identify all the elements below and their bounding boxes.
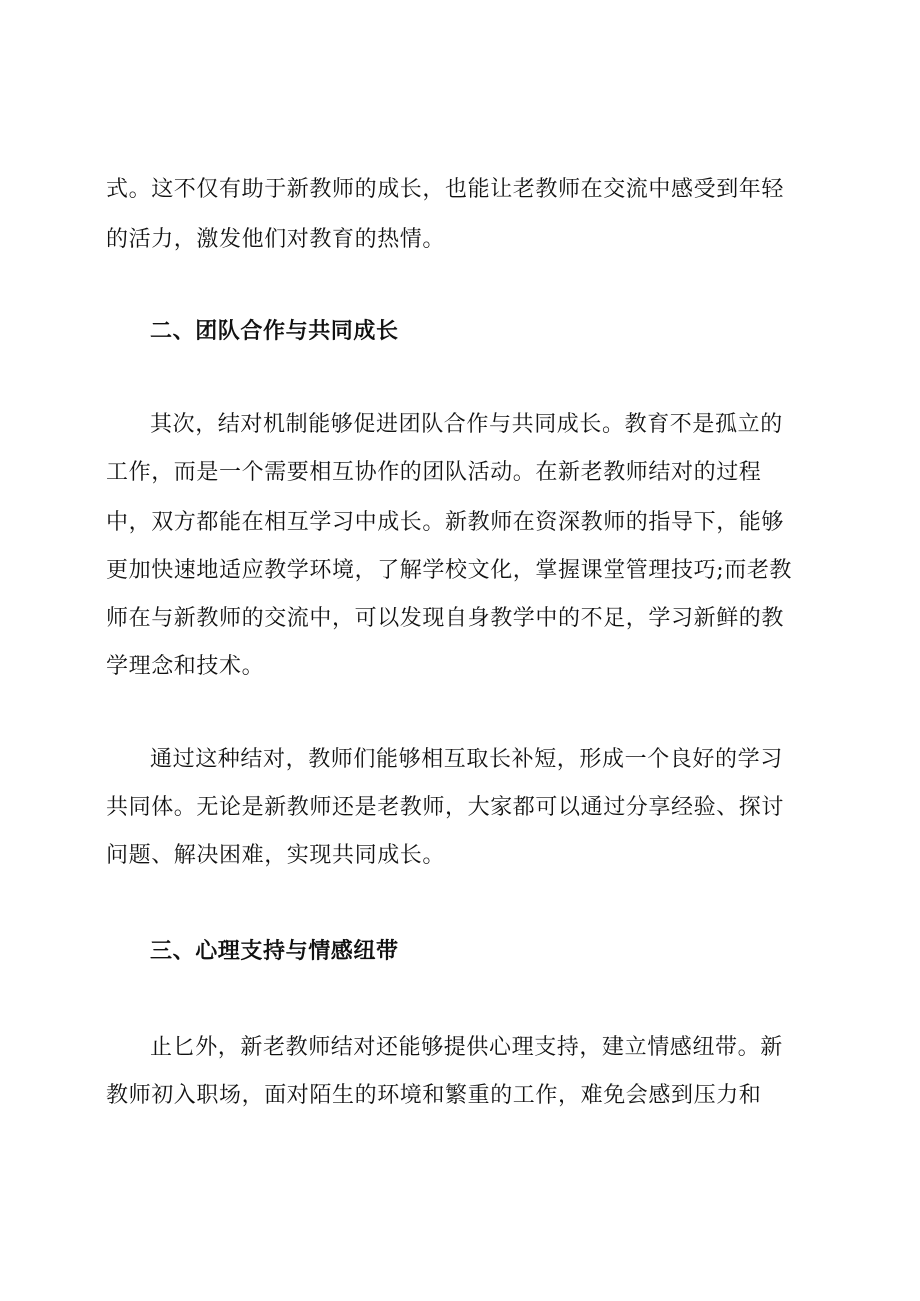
paragraph-line: 更加快速地适应教学环境，了解学校文化，掌握课堂管理技巧;而老教 [106,558,793,583]
paragraph-line: 教师初入职场，面对陌生的环境和繁重的工作，难免会感到压力和 [106,1083,762,1108]
section-heading-2: 二、团队合作与共同成长 [150,319,399,344]
paragraph-line: 中，双方都能在相互学习中成长。新教师在资深教师的指导下，能够 [106,510,785,535]
paragraph-line: 止匕外，新老教师结对还能够提供心理支持，建立情感纽带。新 [150,1035,783,1060]
paragraph-line: 问题、解决困难，实现共同成长。 [106,843,446,868]
paragraph-line: 师在与新教师的交流中，可以发现自身教学中的不足，学习新鲜的教 [106,606,785,631]
paragraph-line: 的活力，激发他们对教育的热情。 [106,227,446,252]
paragraph-line: 式。这不仅有助于新教师的成长，也能让老教师在交流中感受到年轻 [106,177,785,202]
paragraph-line: 其次，结对机制能够促进团队合作与共同成长。教育不是孤立的 [150,412,783,437]
paragraph-line: 工作，而是一个需要相互协作的团队活动。在新老教师结对的过程 [106,460,762,485]
paragraph-line: 共同体。无论是新教师还是老教师，大家都可以通过分享经验、探讨 [106,795,785,820]
paragraph-line: 通过这种结对，教师们能够相互取长补短，形成一个良好的学习 [150,747,783,772]
section-heading-3: 三、心理支持与情感纽带 [150,939,399,964]
paragraph-line: 学理念和技术。 [106,654,265,679]
